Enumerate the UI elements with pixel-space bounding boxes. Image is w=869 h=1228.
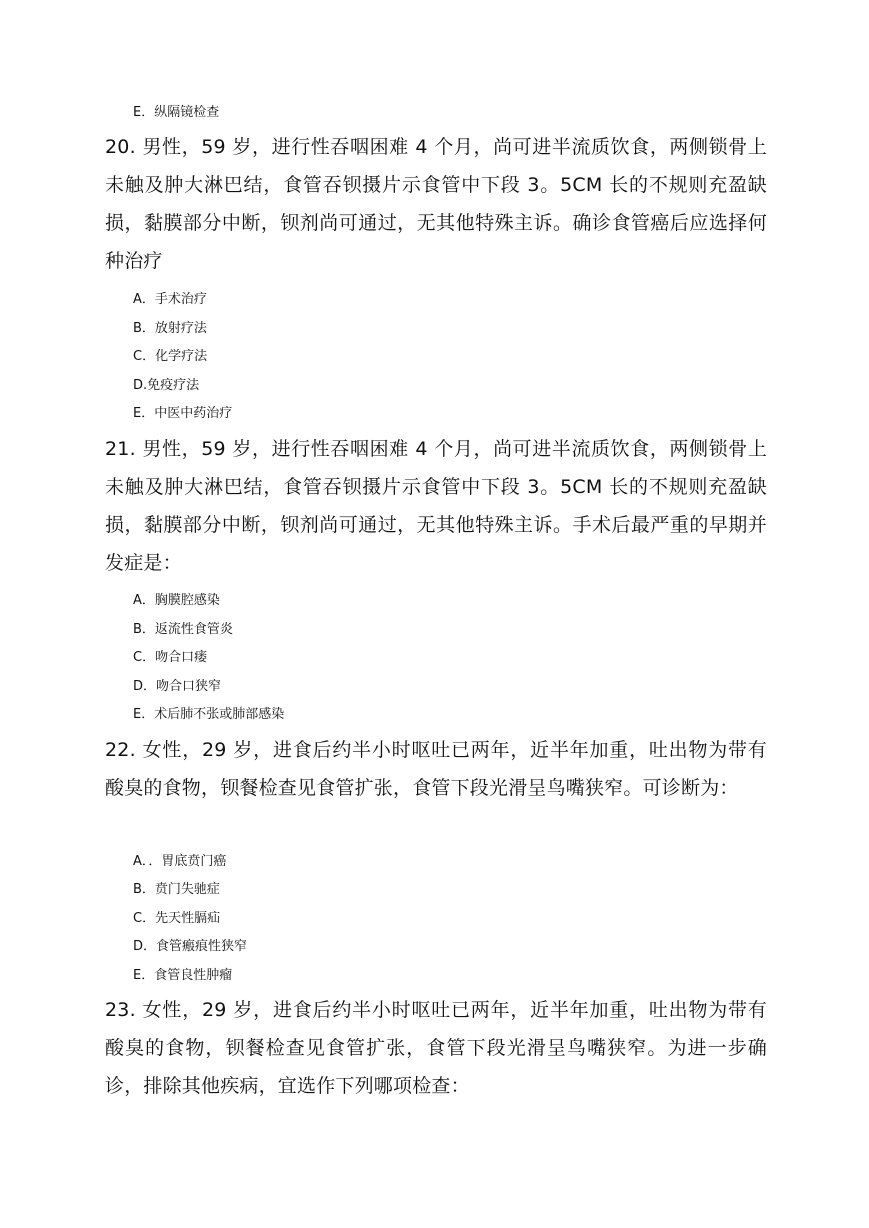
- question-20-text: 20. 男性，59 岁，进行性吞咽困难 4 个月，尚可进半流质饮食，两侧锁骨上未触及肿大淋巴结，食管吞钡摄片示食管中下段 3。5CM 长的不规则充盈缺损，黏膜部分中断，钡剂尚可通过，无其他特殊主诉。确诊食管癌后应选择何种治疗: [105, 136, 767, 272]
- question-21-text: 21. 男性，59 岁，进行性吞咽困难 4 个月，尚可进半流质饮食，两侧锁骨上未触及肿大淋巴结，食管吞钡摄片示食管中下段 3。5CM 长的不规则充盈缺损，黏膜部分中断，钡剂尚可通过，无其他特殊主诉。手术后最严重的早期并发症是：: [105, 438, 767, 574]
- option-e-prev: E．纵隔镜检查: [133, 105, 220, 120]
- q20-option-a: A．手术治疗: [133, 292, 207, 307]
- q20-option-e: E．中医中药治疗: [133, 406, 233, 421]
- q21-option-d: D．吻合口狭窄: [133, 679, 222, 694]
- q21-option-e: E．术后肺不张或肺部感染: [133, 707, 285, 722]
- q22-option-e: E．食管良性肿瘤: [133, 968, 233, 983]
- q20-option-c: C．化学疗法: [133, 349, 208, 364]
- question-23-text: 23. 女性，29 岁，进食后约半小时呕吐已两年，近半年加重，吐出物为带有酸臭的食物，钡餐检查见食管扩张，食管下段光滑呈鸟嘴狭窄。为进一步确诊，排除其他疾病，宜选作下列哪项检查：: [105, 999, 767, 1097]
- question-22-text: 22. 女性，29 岁，进食后约半小时呕吐已两年，近半年加重，吐出物为带有酸臭的食物，钡餐检查见食管扩张，食管下段光滑呈鸟嘴狭窄。可诊断为：: [105, 739, 767, 799]
- q21-option-c: C．吻合口瘘: [133, 650, 208, 665]
- q21-option-a: A．胸膜腔感染: [133, 593, 220, 608]
- q22-option-b: B．贲门失驰症: [133, 882, 220, 897]
- q22-option-a: A．．胃底贲门癌: [133, 854, 227, 869]
- q20-option-d: D.免疫疗法: [133, 378, 200, 393]
- q20-option-b: B．放射疗法: [133, 321, 207, 336]
- q22-option-d: D．食管瘢痕性狭窄: [133, 939, 248, 954]
- q21-option-b: B．返流性食管炎: [133, 622, 233, 637]
- q22-option-c: C．先天性膈疝: [133, 911, 221, 926]
